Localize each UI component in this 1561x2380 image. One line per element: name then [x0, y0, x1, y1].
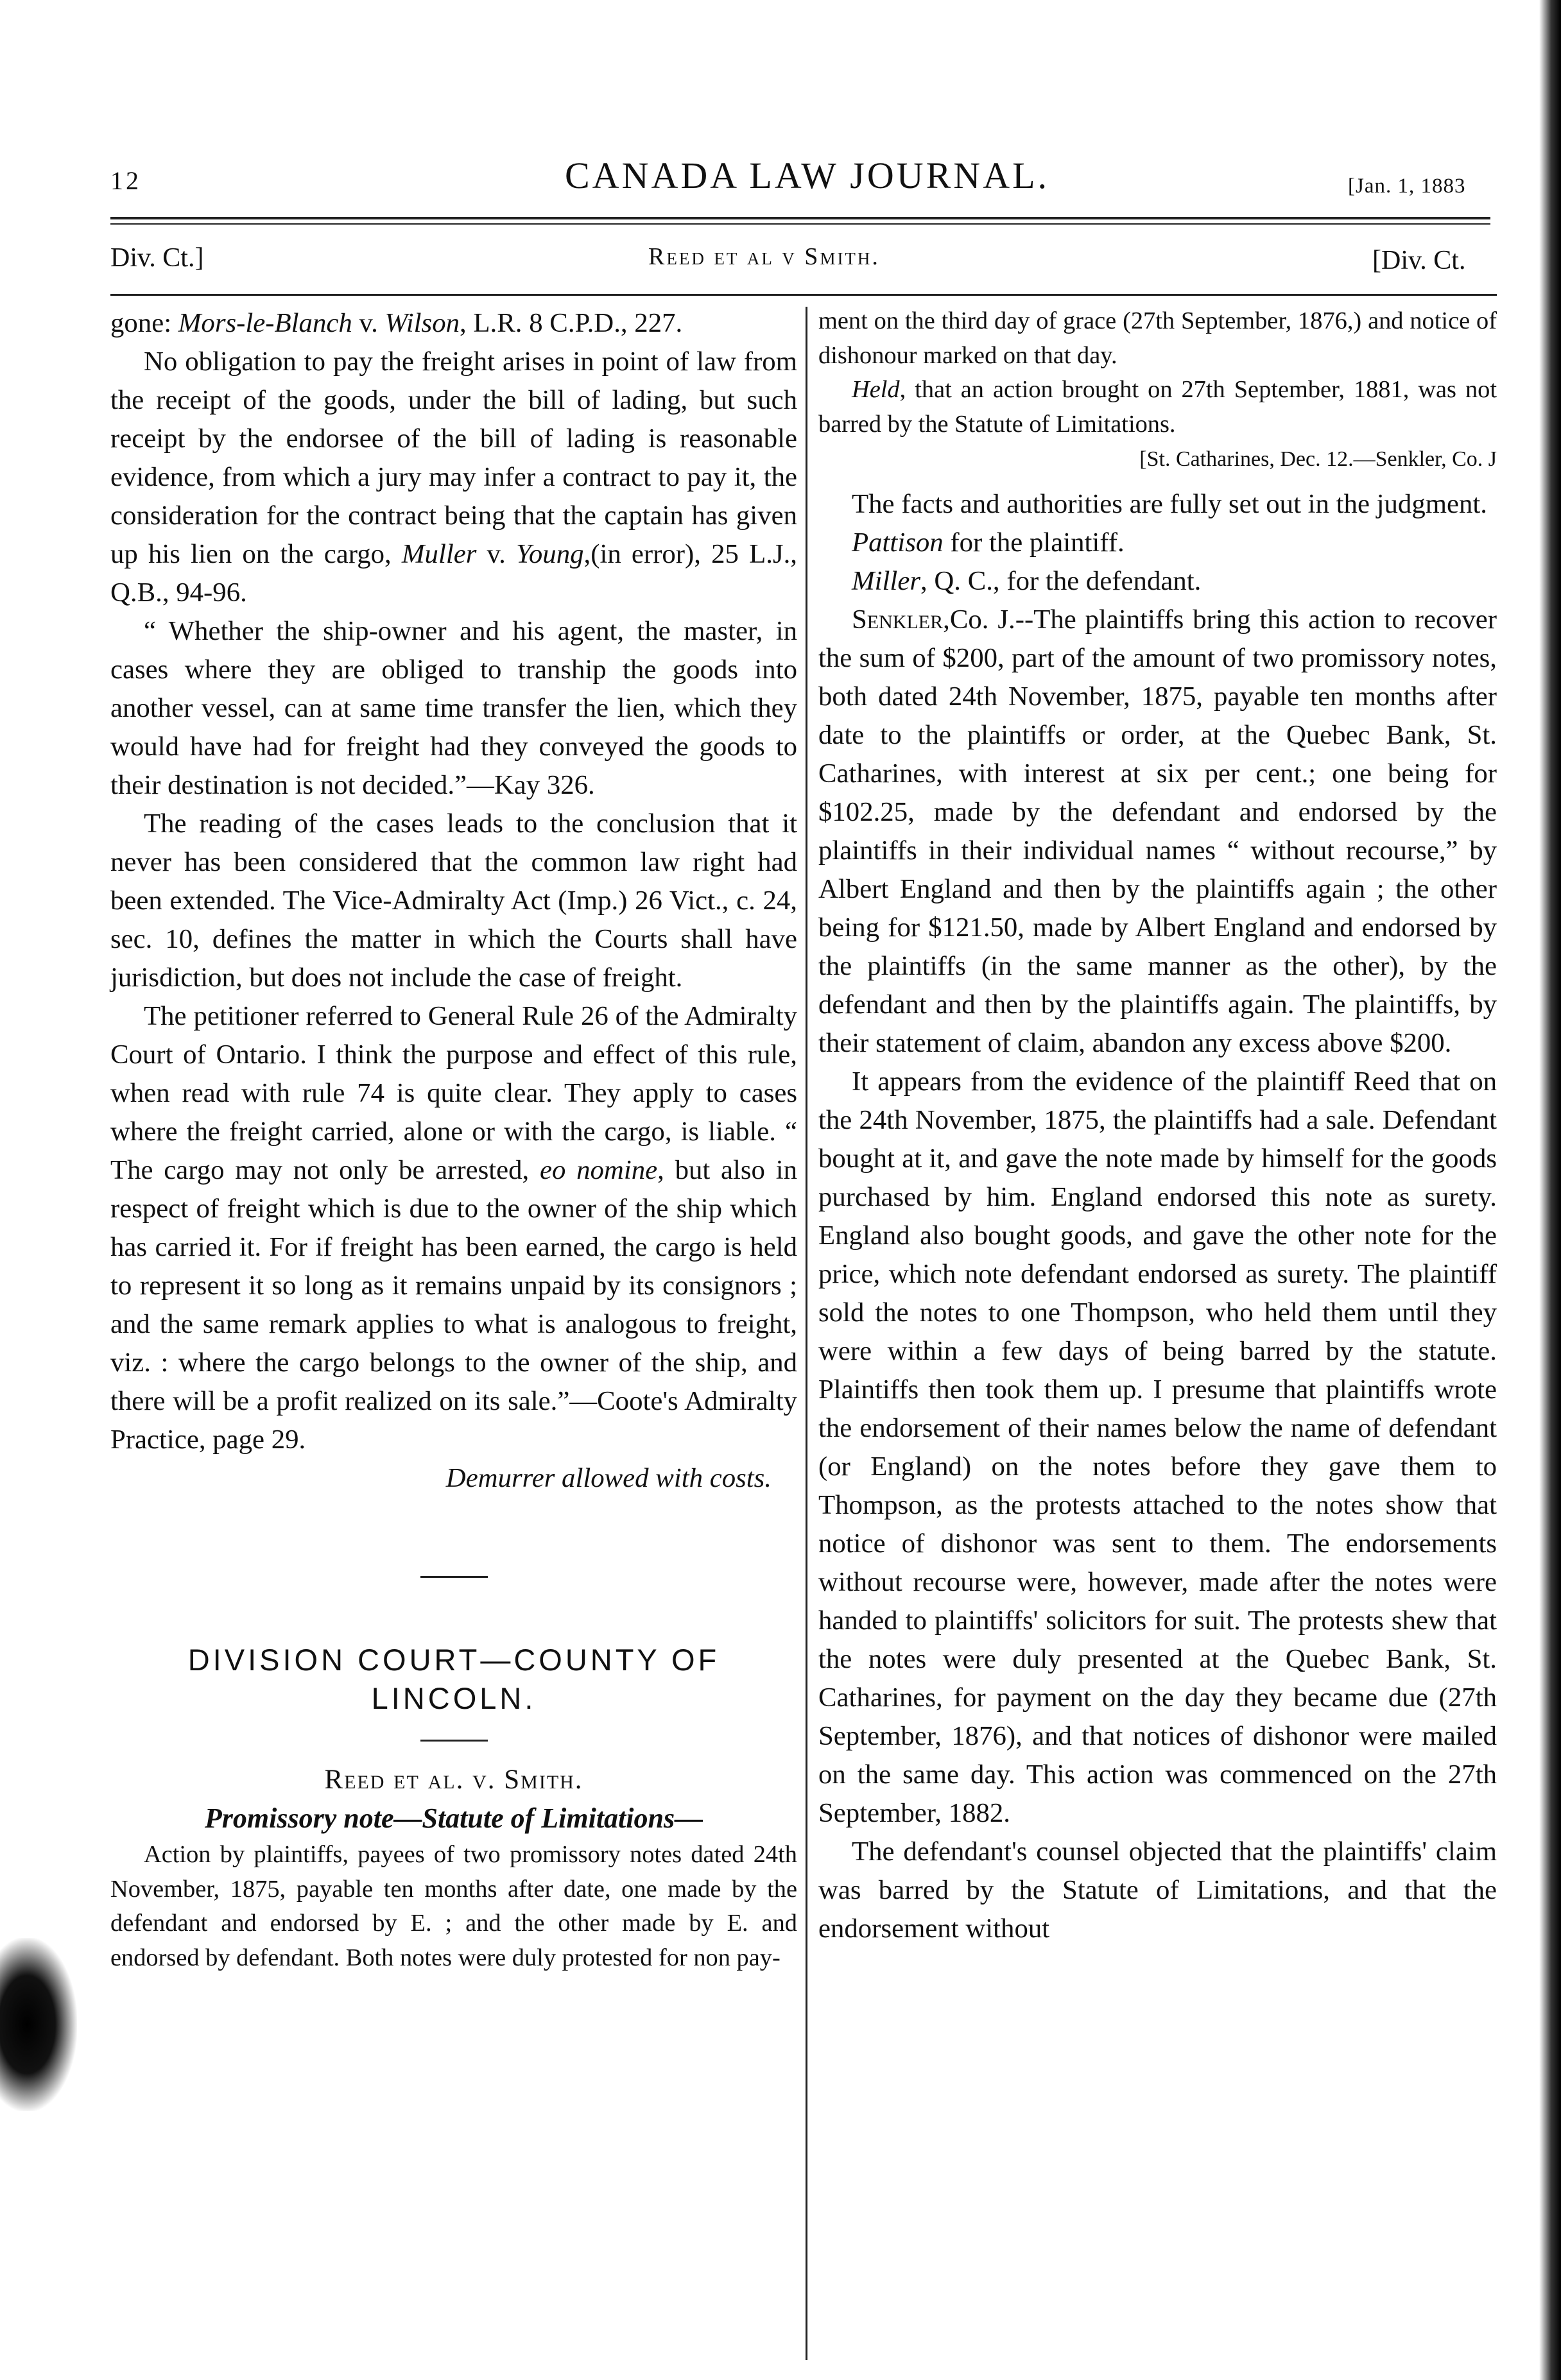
- paragraph-judgment-opening: [818, 601, 1497, 1063]
- scan-edge-shadow: [1539, 0, 1561, 2380]
- case-name: Young: [516, 539, 584, 569]
- counsel-defendant: [818, 562, 1497, 601]
- header-rule-thick: [110, 217, 1490, 219]
- running-head-left: Div. Ct.]: [110, 243, 204, 273]
- judge-name: Senkler,: [852, 604, 950, 635]
- paragraph-facts: The facts and authorities are fully set out in the judgment.: [852, 489, 1487, 519]
- paragraph-text: , but also in respect of freight which is due to the owner of the ship which has carried it. For if freight has been earned, the cargo is held to represent it so long as it remains unpaid by its consignors ; and the same remark applies to what is analogous to freight, viz. : where the cargo belongs to the owner of the ship, and there will be a profit realized on its sale.”—Coote's Admiralty Practice, page 29.: [110, 1155, 797, 1455]
- paragraph-text: The petitioner referred to General Rule 26 of the Admiralty Court of Ontario. I think the purpose and effect of this rule, when read with rule 74 is quite clear. They apply to cases where the freight carried, alone or with the cargo, is liable. “ The cargo may not only be arrested,: [110, 1001, 797, 1185]
- running-head-rule: [110, 294, 1497, 296]
- ink-blot: [0, 1938, 77, 2111]
- counsel-role: for the plaintiff.: [943, 527, 1125, 558]
- case-title: Reed et al. v. Smith.: [324, 1765, 583, 1795]
- headnote: Action by plaintiffs, payees of two promissory notes dated 24th November, 1875, payable ten months after date, one made by the defendant and endorsed by E. ; and the other made by E. and endorsed by defendant. Both notes were duly protested for non pay-: [110, 1841, 797, 1971]
- latin-phrase: eo nomine: [540, 1155, 658, 1185]
- held-label: Held: [852, 376, 900, 403]
- paragraph-conclusion: The reading of the cases leads to the conclusion that it never has been considered that the common law right had been extended. The Vice-Admiralty Act (Imp.) 26 Vict., c. 24, sec. 10, defines the matter in which the Courts shall have jurisdiction, but does not include the case of freight.: [110, 809, 797, 993]
- case-versus: v.: [352, 308, 385, 338]
- column-divider: [806, 307, 807, 2360]
- running-head-center: Reed et al v Smith.: [648, 243, 880, 270]
- case-result: Demurrer allowed with costs.: [445, 1463, 772, 1493]
- text-lead: gone:: [110, 308, 178, 338]
- counsel-name: Pattison: [852, 527, 944, 558]
- case-name: Mors-le-Blanch: [178, 308, 352, 338]
- citation-text: ,(in error), 25 L.J., Q.B., 94-96.: [110, 539, 797, 608]
- paragraph-freight-obligation: [110, 343, 797, 612]
- held-statement: [818, 373, 1497, 441]
- page-number: 12: [110, 166, 141, 195]
- case-subheading: Promissory note—Statute of Limitations—: [204, 1802, 703, 1834]
- issue-date: [Jan. 1, 1883: [1348, 175, 1466, 198]
- paragraph-evidence: It appears from the evidence of the plaintiff Reed that on the 24th November, 1875, the plaintiffs had a sale. Defendant bought at it, and gave the note made by himself for the goods purchased by him. England endorsed this note as surety. England also bought goods, and gave the other note for the price, which note defendant endorsed as surety. The plaintiff sold the notes to one Thompson, who held them until they were within a few days of being barred by the statute. Plaintiffs then took them up. I presume that plaintiffs wrote the endorsement of their names below the name of defendant (or England) on the notes before they gave them to Thompson, as the protests attached to the notes show that notice of dishonor was sent to them. The endorsements without recourse were, however, made after the notes were handed to plaintiffs' solicitors for suit. The protests shew that the notes were duly presented at the Quebec Bank, St. Catharines, for payment on the day they became due (27th September, 1876), and that notices of dishonor were mailed on the same day. This action was commenced on the 27th September, 1882.: [818, 1066, 1497, 1828]
- counsel-plaintiff: [818, 524, 1497, 562]
- journal-title: CANADA LAW JOURNAL.: [565, 155, 1050, 196]
- paragraph-text: Co. J.--The plaintiffs bring this action to recover the sum of $200, part of the amount of two promissory notes, both dated 24th November, 1875, payable ten months after date to the plaintiffs or order, at the Quebec Bank, St. Catharines, with interest at six per cent.; one being for $102.25, made by the defendant and endorsed by the plaintiffs in their individual names “ without recourse,” by Albert England and then by the plaintiffs again ; the other being for $121.50, made by Albert England and endorsed by the plaintiffs (in the same manner as the other), by the defendant and then by the plaintiffs again. The plaintiffs, by their statement of claim, abandon any excess above $200.: [818, 604, 1497, 1058]
- paragraph-objection: The defendant's counsel objected that the plaintiffs' claim was barred by the Statute of Limitations, and that the endorsement without: [818, 1836, 1497, 1944]
- left-column: [110, 304, 797, 1975]
- right-column: [818, 304, 1497, 1948]
- running-head-right: [Div. Ct.: [1372, 246, 1466, 275]
- court-citation: [St. Catharines, Dec. 12.—Senkler, Co. J: [1139, 447, 1497, 471]
- paragraph-citation-cont: [110, 304, 797, 343]
- citation-text: , L.R. 8 C.P.D., 227.: [460, 308, 683, 338]
- counsel-name: Miller: [852, 566, 920, 596]
- case-versus: v.: [476, 539, 517, 569]
- case-name: Wilson: [384, 308, 460, 338]
- headnote-continued: ment on the third day of grace (27th September, 1876,) and notice of dishonour marked on that day.: [818, 307, 1497, 369]
- paragraph-kay-quote: “ Whether the ship-owner and his agent, the master, in cases where they are obliged to tranship the goods into another vessel, can at same time transfer the lien, which they would have had for freight had they conveyed the goods to their destination is not decided.”—Kay 326.: [110, 616, 797, 800]
- counsel-role: , Q. C., for the defendant.: [920, 566, 1202, 596]
- case-name: Muller: [401, 539, 477, 569]
- section-heading: DIVISION COURT—COUNTY OF LINCOLN.: [187, 1643, 720, 1715]
- paragraph-text: No obligation to pay the freight arises in point of law from the receipt of the goods, under the bill of lading, but such receipt by the endorsee of the bill of lading is reasonable evidence, from which a jury may infer a contract to pay it, the consideration for the contract being that the captain has given up his lien on the cargo,: [110, 347, 797, 569]
- header-rule-thin: [110, 223, 1490, 225]
- paragraph-general-rule: [110, 997, 797, 1459]
- held-text: , that an action brought on 27th September, 1881, was not barred by the Statute of Limitations.: [818, 376, 1497, 438]
